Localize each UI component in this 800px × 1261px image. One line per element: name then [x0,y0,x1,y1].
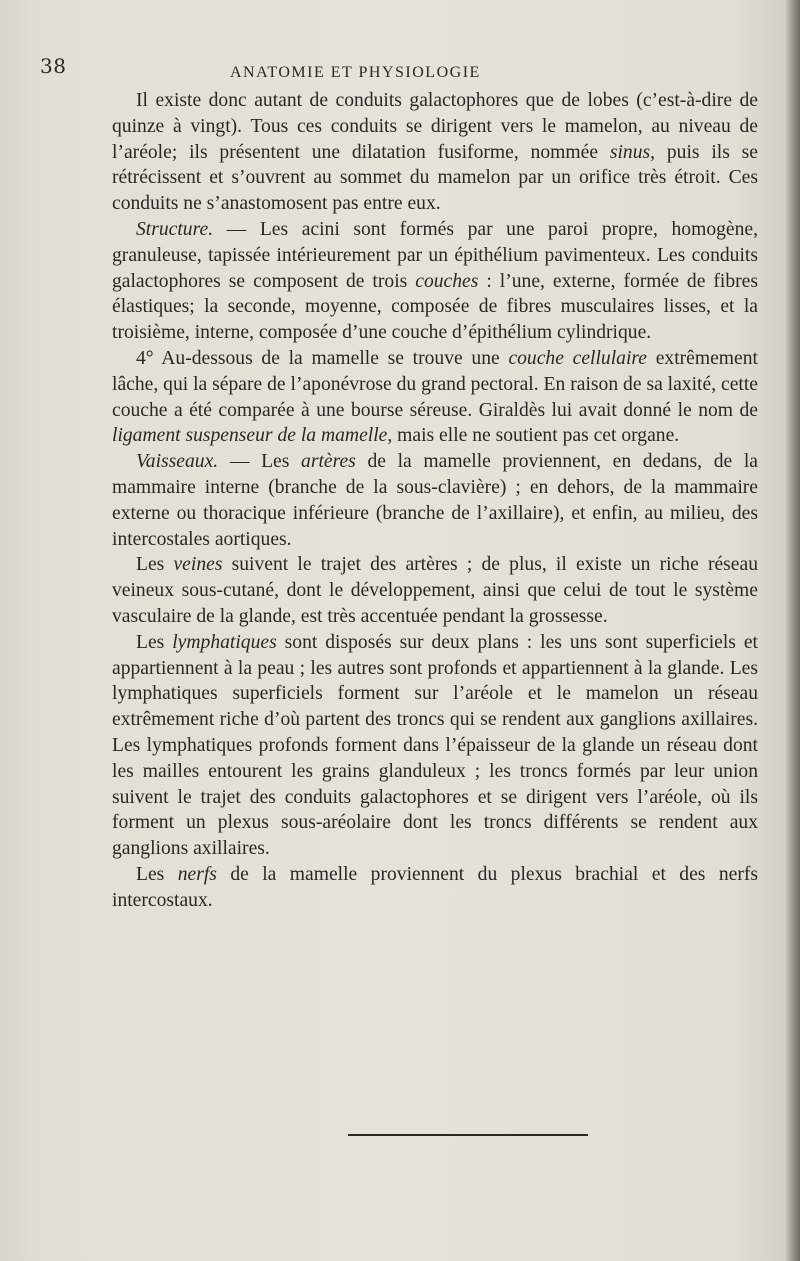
running-title: ANATOMIE ET PHYSIOLOGIE [230,64,481,81]
page-number: 38 [40,54,67,78]
term-veines: veines [173,554,223,576]
term-sinus: sinus [609,141,651,163]
paragraph-veines: Les veines suivent le trajet des artères ; de plus, il existe un riche réseau veineux sous-cutané, dont le développement, ainsi que celui de tout le système vasculaire de la glande, est très accentuée pendant la grossesse. [112,554,758,627]
paragraph-lymphatiques: Les lymphatiques sont disposés sur deux plans : les uns sont superficiels et appartiennent à la peau ; les autres sont profonds et appartiennent à la glande. Les lymphatiques superficiels forment sur l’aréole et le mamelon un réseau extrêmement riche d’où partent des troncs qui se rendent aux ganglions axillaires. Les lymphatiques profonds forment dans l’épaisseur de la glande un réseau dont les mailles entourent les grains glanduleux ; les troncs formés par leur union suivent le trajet des conduits galactophores et se dirigent vers l’aréole, où ils forment un plexus sous-aréolaire dont les troncs différents se rendent aux ganglions axillaires. [112,631,758,860]
paragraph-structure: Structure. — Les acini sont formés par une paroi propre, homogène, granuleuse, tapissée intérieurement par un épithélium pavimenteux. Les conduits galactophores se composent de trois couches : l’une, externe, formée de fibres élastiques; la seconde, moyenne, composée de fibres musculaires lisses, et la troisième, interne, composée d’une couche d’épithélium cylindrique. [112,218,758,344]
paragraph-nerfs: Les nerfs de la mamelle proviennent du plexus brachial et des nerfs intercostaux. [112,863,758,911]
term-couches: couches [415,270,479,292]
body-text [112,88,758,914]
term-ligament-suspenseur: ligament suspenseur de la mamelle [112,425,388,447]
paragraph-vaisseaux: Vaisseaux. — Les artères de la mamelle proviennent, en dedans, de la mammaire interne (branche de la sous-clavière) ; en dehors, de la mammaire externe ou thoracique inférieure (branche de l’axillaire), et enfin, au milieu, des intercostales aortiques. [112,451,758,550]
section-divider-rule [348,1134,588,1136]
page-spine-shadow [786,0,800,1261]
section-heading-structure: Structure. [136,218,214,240]
term-nerfs: nerfs [177,863,217,885]
paragraph-galactophores: Il existe donc autant de conduits galactophores que de lobes (c’est-à-dire de quinze à vingt). Tous ces conduits se dirigent vers le mamelon, au niveau de l’aréole; ils présentent une dilatation fusiforme, nommée sinus, puis ils se rétrécissent et s’ouvrent au sommet du mamelon par un orifice très étroit. Ces conduits ne s’anastomosent pas entre eux. [112,90,758,215]
paragraph-couche-cellulaire: 4° Au-dessous de la mamelle se trouve une couche cellulaire extrêmement lâche, qui la sépare de l’aponévrose du grand pectoral. En raison de sa laxité, cette couche a été comparée à une bourse séreuse. Giraldès lui avait donné le nom de ligament suspenseur de la mamelle, mais elle ne soutient pas cet organe. [112,347,758,447]
term-arteres: artères [301,451,356,473]
section-heading-vaisseaux: Vaisseaux. [136,451,219,473]
page-header [40,54,760,84]
term-lymphatiques: lymphatiques [172,631,277,653]
term-couche-cellulaire: couche cellulaire [508,347,647,369]
